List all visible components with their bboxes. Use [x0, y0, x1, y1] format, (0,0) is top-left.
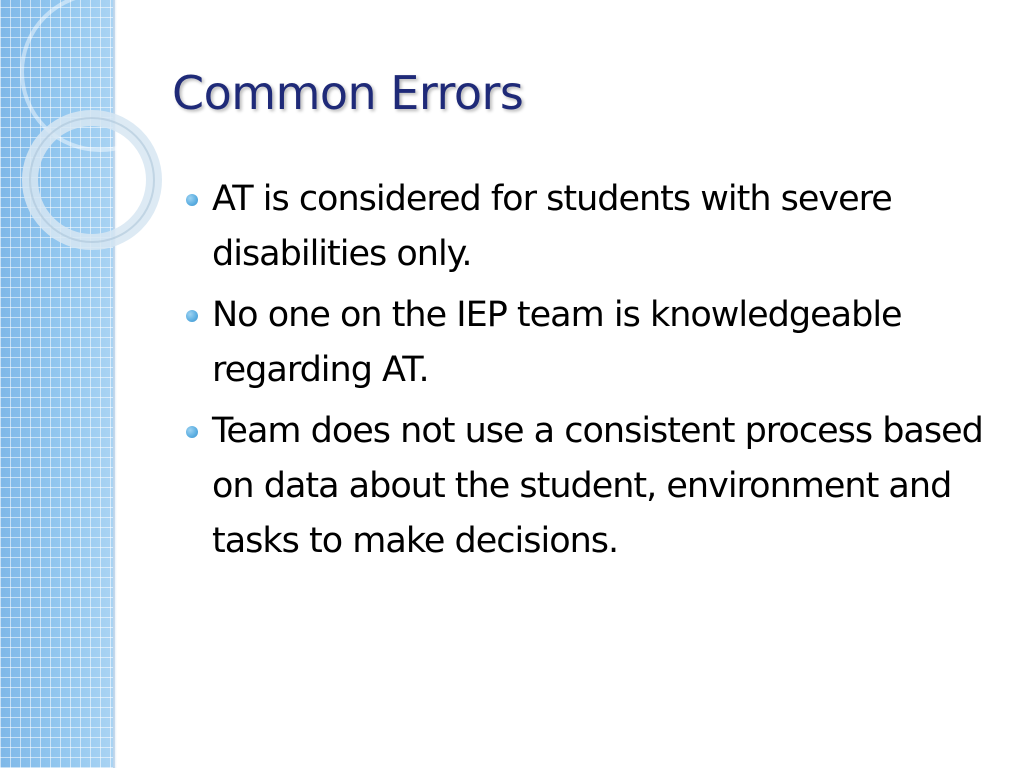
bullet-dot-icon	[186, 194, 198, 206]
bullet-text: Team does not use a consistent process based on data about the student, environment and tasks to make decisions.	[212, 411, 983, 561]
decorative-rings-icon	[0, 0, 140, 260]
bullet-dot-icon	[186, 426, 198, 438]
bullet-list	[184, 172, 996, 575]
bullet-item	[184, 404, 996, 569]
bullet-item	[184, 172, 996, 282]
slide-title: Common Errors	[172, 66, 524, 120]
bullet-item	[184, 288, 996, 398]
bullet-dot-icon	[186, 310, 198, 322]
bullet-text: No one on the IEP team is knowledgeable regarding AT.	[212, 295, 902, 390]
bullet-text: AT is considered for students with severe disabilities only.	[212, 179, 892, 274]
